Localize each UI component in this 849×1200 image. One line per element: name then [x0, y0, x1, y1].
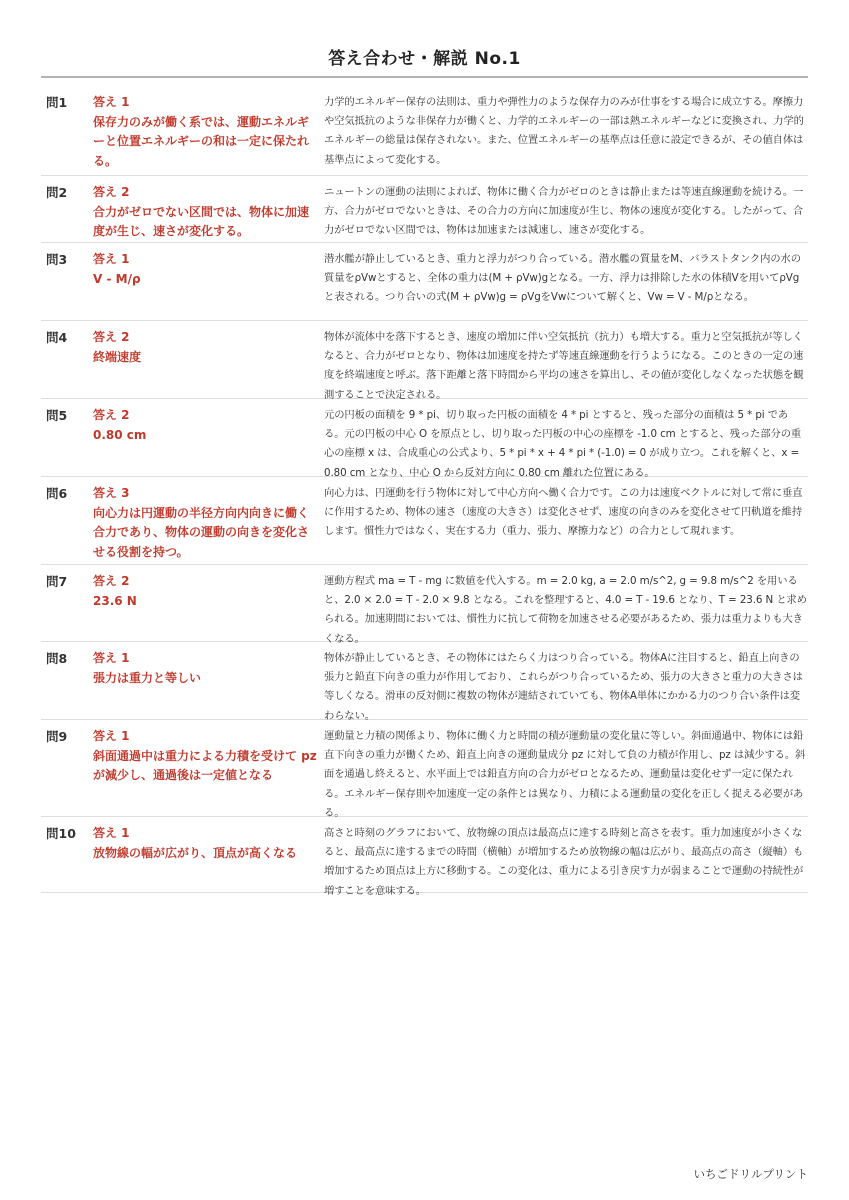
explanation-text: 向心力は、円運動を行う物体に対して中心方向へ働く合力です。この力は速度ベクトルに対して常に垂直に作用するため、物体の速さ（速度の大きさ）は変化させず、速度の向きのみを変化させて円軌道を維持します。慣性力ではなく、実在する力（重力、張力、摩擦力など）の合力として現れます。 [324, 487, 803, 538]
answer-block [93, 484, 324, 558]
answer-row-8 [41, 642, 808, 720]
answer-block [93, 250, 324, 314]
question-number: 問6 [46, 486, 68, 501]
explanation-text: ニュートンの運動の法則によれば、物体に働く合力がゼロのときは静止または等速直線運動を続ける。一方、合力がゼロでないときは、その合力の方向に加速度が生じ、物体の速度が変化する。したがって、合力がゼロでない区間では、物体は加速または減速し、速さが変化する。 [324, 186, 804, 237]
answer-label: 答え 1 [93, 729, 130, 743]
answer-text: 張力は重力と等しい [93, 670, 202, 685]
answer-label: 答え 2 [93, 330, 130, 344]
answer-label: 答え 2 [93, 574, 130, 588]
answer-label: 答え 1 [93, 826, 130, 840]
question-number: 問4 [46, 330, 68, 345]
answer-block [93, 572, 324, 635]
explanation-text: 運動量と力積の関係より、物体に働く力と時間の積が運動量の変化量に等しい。斜面通過中、物体には鉛直下向きの重力が働くため、鉛直上向きの運動量成分 pz に対して負の力積が作用し、pz は減少する。斜面を通過し終えると、水平面上では鉛直方向の合力がゼロとなるため、運動量は変化せず一定に保たれる。エネルギー保存則や加速度一定の条件とは異なり、力積による運動量の変化を正しく捉える必要がある。 [324, 730, 806, 819]
answer-list [41, 86, 808, 897]
explanation-text: 潜水艦が静止しているとき、重力と浮力がつり合っている。潜水艦の質量をM、バラストタンク内の水の質量をρVwとすると、全体の重力は(M + ρVw)gとなる。一方、浮力は排除した水の体積Vを用いてρVgと表される。つり合いの式(M + ρVw)g = ρVgをVwについて解くと、Vw = V - M/ρとなる。 [324, 253, 801, 304]
answer-text: 0.80 cm [93, 427, 147, 442]
answer-text: 合力がゼロでない区間では、物体に加速度が生じ、速さが変化する。 [93, 204, 310, 238]
question-number: 問9 [46, 729, 68, 744]
explanation-text: 力学的エネルギー保存の法則は、重力や弾性力のような保存力のみが仕事をする場合に成立する。摩擦力や空気抵抗のような非保存力が働くと、力学的エネルギーの一部は熱エネルギーなどに変換され、力学的エネルギーの総量は保存されない。また、位置エネルギーの基準点は任意に設定できるが、その値自体は基準点によって変化する。 [324, 96, 804, 166]
answer-text: 放物線の幅が広がり、頂点が高くなる [93, 845, 298, 860]
explanation-text: 物体が静止しているとき、その物体にはたらく力はつり合っている。物体Aに注目すると、鉛直上向きの張力と鉛直下向きの重力が作用しており、これらがつり合っているため、張力の大きさと重力の大きさは等しくなる。滑車の反対側に複数の物体が連結されていても、物体A単体にかかる力のつり合い条件は変わらない。 [324, 652, 803, 722]
explanation-text: 高さと時刻のグラフにおいて、放物線の頂点は最高点に達する時刻と高さを表す。重力加速度が小さくなると、最高点に達するまでの時間（横軸）が増加するため放物線の幅は広がり、最高点の高さ（縦軸）も増加するため頂点は上方に移動する。この変化は、重力による引き戻す力が弱まることで運動の持続性が増すことを意味する。 [324, 827, 804, 897]
answer-block [93, 406, 324, 470]
answer-label: 答え 3 [93, 486, 130, 500]
answer-row-10 [41, 817, 808, 897]
answer-text: 終端速度 [93, 349, 142, 364]
answer-block [93, 328, 324, 392]
answer-block [93, 727, 324, 810]
answer-row-6 [41, 477, 808, 565]
title-divider [41, 76, 808, 78]
answer-label: 答え 2 [93, 408, 130, 422]
answer-text: 向心力は円運動の半径方向内向きに働く合力であり、物体の運動の向きを変化させる役割を持つ。 [93, 505, 310, 559]
answer-label: 答え 1 [93, 651, 130, 665]
question-number: 問5 [46, 408, 68, 423]
page-title: 答え合わせ・解説 No.1 [328, 49, 521, 69]
explanation-text: 物体が流体中を落下するとき、速度の増加に伴い空気抵抗（抗力）も増大する。重力と空気抵抗が等しくなると、合力がゼロとなり、物体は加速度を持たず等速直線運動を行うようになる。このときの一定の速度を終端速度と呼ぶ。落下距離と落下時間から平均の速さを算出し、その値が変化しなくなった状態を観測することで決定される。 [324, 331, 804, 401]
answer-label: 答え 2 [93, 185, 130, 199]
footer-brand: いちごドリルプリント [693, 1167, 808, 1181]
explanation-text: 運動方程式 ma = T - mg に数値を代入する。m = 2.0 kg, a = 2.0 m/s^2, g = 9.8 m/s^2 を用いると、2.0 × 2.0 = T - 2.0 × 9.8 となる。これを整理すると、4.0 = T - 19.6 となり、T = 23.6 N と求められる。加速期間においては、慣性力に抗して荷物を加速させる必要があるため、張力は重力よりも大きくなる。 [324, 575, 807, 645]
answer-label: 答え 1 [93, 95, 130, 109]
answer-row-3 [41, 243, 808, 321]
question-number: 問8 [46, 651, 68, 666]
answer-block [93, 183, 324, 236]
answer-row-2 [41, 176, 808, 243]
answer-label: 答え 1 [93, 252, 130, 266]
answer-text: V - M/ρ [93, 271, 141, 286]
answer-row-1 [41, 86, 808, 176]
answer-row-5 [41, 399, 808, 477]
answer-text: 23.6 N [93, 593, 137, 608]
answer-text: 保存力のみが働く系では、運動エネルギーと位置エネルギーの和は一定に保たれる。 [93, 114, 310, 168]
answer-block [93, 93, 324, 169]
question-number: 問2 [46, 185, 68, 200]
answer-text: 斜面通過中は重力による力積を受けて pz が減少し、通過後は一定値となる [93, 748, 317, 782]
answer-block [93, 649, 324, 713]
explanation-text: 元の円板の面積を 9 * pi、切り取った円板の面積を 4 * pi とすると、残った部分の面積は 5 * pi である。元の円板の中心 O を原点とし、切り取った円板の中心の座標を -1.0 cm とすると、残った部分の重心の座標 x は、合成重心の公式より、5 * pi * x + 4 * pi * (-1.0) = 0 が成り立つ。これを解くと、x = 0.80 cm となり、中心 O から反対方向に 0.80 cm 離れた位置にある。 [324, 409, 802, 479]
answer-row-7 [41, 565, 808, 645]
answer-row-9 [41, 720, 808, 817]
question-number: 問1 [46, 95, 68, 110]
question-number: 問3 [46, 252, 68, 267]
answer-block [93, 824, 324, 886]
question-number: 問10 [46, 826, 76, 841]
question-number: 問7 [46, 574, 68, 589]
answer-row-4 [41, 321, 808, 399]
